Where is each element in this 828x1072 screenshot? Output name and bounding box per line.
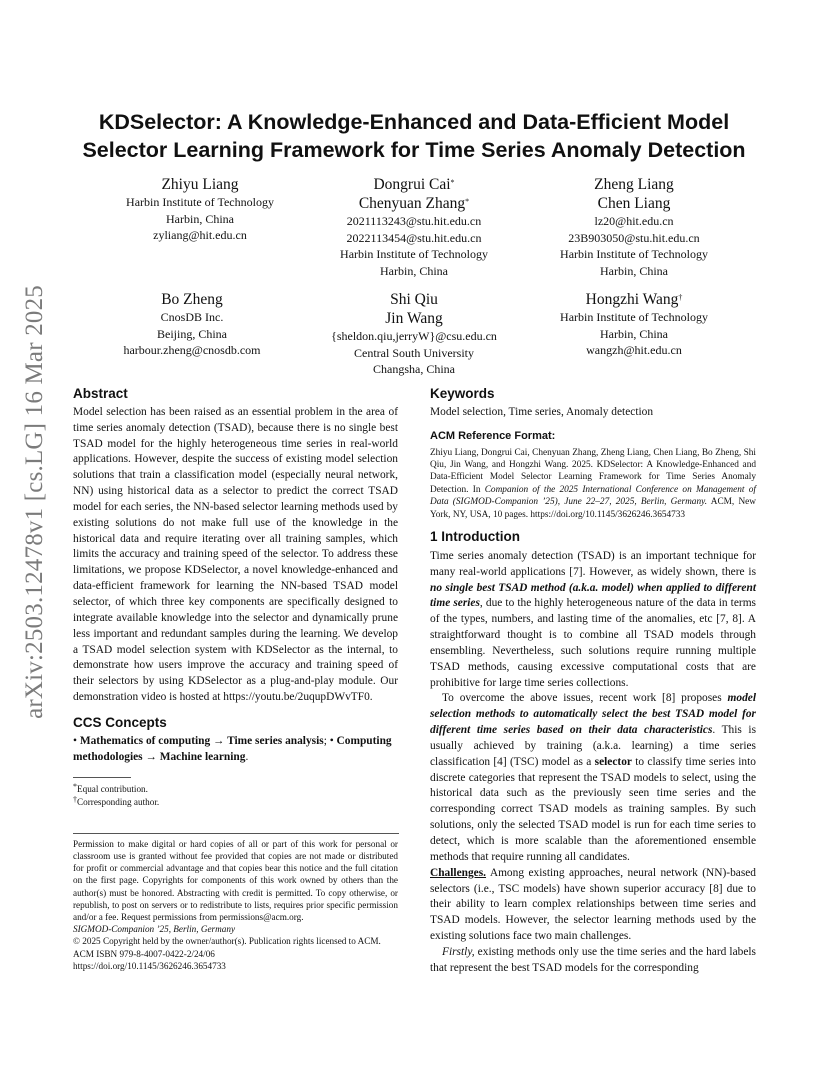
- author-name: Shi Qiu: [390, 291, 438, 308]
- title-line-2: Selector Learning Framework for Time Series Anomaly Detection: [82, 138, 746, 162]
- author-name-hongzhi: Hongzhi Wang†: [585, 291, 683, 308]
- intro-paragraph-1: Time series anomaly detection (TSAD) is an important technique for many real-world applications [7]. However, as widely shown, there is no single best TSAD method (a.k.a. model) when applied to different time series, due to the highly heterogeneous nature of the data in terms of the types, numbers, and lasting time of the anomalies, etc [7, 8]. A straightforward thought is to combine all TSAD models through ensembling. Nevertheless, such solutions require running multiple TSAD methods, causing excessive computational costs that are prohibitive for large time series collections.: [430, 549, 756, 689]
- keywords-text: Model selection, Time series, Anomaly detection: [430, 405, 654, 418]
- challenges-label: Challenges.: [430, 866, 487, 879]
- ccs-term: Machine learning: [159, 750, 246, 763]
- acm-ref-text: Zhiyu Liang, Dongrui Cai, Chenyuan Zhang, Zheng Liang, Chen Liang, Bo Zheng, Shi Qiu, Jin Wang, and Hongzhi Wang. 2025. KDSelector: A Knowledge-Enhanced and Data-Efficient Model Selector Learning Framework for Time Series Anomaly Detection. In Companion of the 2025 International Conference on Management of Data (SIGMOD-Companion ’25), June 22–27, 2025, Berlin, Germany. ACM, New York, NY, USA, 10 pages. https://doi.org/10.1145/3626246.3654733: [430, 447, 756, 520]
- author-block-hongzhi-wang: [524, 290, 744, 359]
- permission-block: [73, 838, 398, 972]
- abstract-heading: Abstract: [73, 386, 128, 401]
- permission-text: Permission to make digital or hard copies of all or part of this work for personal or classroom use is granted without fee provided that copies are not made or distributed for profit or commercial advantage and that copies bear this notice and the full citation on the first page. Copyrights for components of this work owned by others than the author(s) must be honored. Abstracting with credit is permitted. To copy otherwise, or republish, to post on servers or to redistribute to lists, requires prior specific permission and/or a fee. Request permissions from permissions@acm.org.: [73, 838, 398, 923]
- author-affiliation: Central South University: [354, 345, 474, 360]
- left-column: [73, 386, 398, 972]
- author-email: 23B903050@stu.hit.edu.cn: [568, 230, 700, 245]
- permission-copyright: © 2025 Copyright held by the owner/author(s). Publication rights licensed to ACM.: [73, 936, 381, 947]
- author-email: zyliang@hit.edu.cn: [153, 228, 247, 242]
- author-block-qiu-wang: [304, 290, 524, 378]
- ccs-heading: CCS Concepts: [73, 714, 167, 730]
- author-location: Harbin, China: [166, 211, 234, 226]
- abstract-text: Model selection has been raised as an essential problem in the area of time series anomaly detection (TSAD), because there is no single best TSAD model for the highly heterogeneous time series in real-world applications. However, despite the success of existing model selection solutions that train a classification model (especially neural network, NN) using historical data as a selector to predict the correct TSAD model for each series, the NN-based selector learning methods used by existing solutions do not make full use of the knowledge in the historical data and require iterating over all training samples, which limits the accuracy and training speed of the selector. To address these limitations, we propose KDSelector, a novel knowledge-enhanced and data-efficient framework for learning the NN-based TSAD model selector, of which three key components are specifically designed to integrate available knowledge into the selector and dynamically prune less important and redundant samples during the learning. We develop a TSAD model selection system with KDSelector as the internal, to demonstrate how users improve the accuracy and training speed of their selectors by using KDSelector as a plug-and-play module. Our demonstration video is hosted at https://youtu.be/2uqupDWvTF0.: [73, 405, 398, 704]
- intro-paragraph-4: Firstly, existing methods only use the time series and the hard labels that represent the best TSAD models for the corresponding: [430, 945, 756, 974]
- ccs-term: Computing methodologies: [73, 734, 392, 763]
- equal-contribution-mark: *: [465, 197, 470, 206]
- footnotes: [73, 783, 398, 807]
- intro-paragraph-2: To overcome the above issues, recent work [8] proposes model selection methods to automatically select the best TSAD model for different time series based on their data characteristics. This is usually achieved by training (a.k.a. learning) a time series classification [4] (TSC) model as a selector to classify time series into discrete categories that represent the TSAD models to select, using the historical data such as the previously seen time series and the corresponding correct TSAD models as training samples. By such solutions, only the selected TSAD model is run for each time series to detect, which is more scalable than the aforementioned ensemble methods that require running all candidates.: [430, 692, 757, 863]
- permission-venue: SIGMOD-Companion ’25, Berlin, Germany: [73, 924, 236, 935]
- author-affiliation: Harbin Institute of Technology: [560, 310, 708, 324]
- ccs-term: Time series analysis: [227, 734, 324, 747]
- footnote-rule: [73, 777, 131, 778]
- author-name: Zhiyu Liang: [161, 176, 239, 193]
- title-line-1: KDSelector: A Knowledge-Enhanced and Data-Efficient Model: [98, 110, 730, 134]
- author-block-bo-zheng: [82, 290, 302, 359]
- footnote-corresponding-author: †Corresponding author.: [73, 794, 160, 807]
- author-affiliation: CnosDB Inc.: [160, 310, 224, 324]
- arxiv-stamp: arXiv:2503.12478v1 [cs.LG] 16 Mar 2025: [21, 285, 48, 719]
- permission-rule: [73, 833, 399, 834]
- paper-title: [72, 108, 756, 164]
- author-email: harbour.zheng@cnosdb.com: [123, 343, 261, 357]
- permission-doi: https://doi.org/10.1145/3626246.3654733: [73, 960, 226, 971]
- keywords-heading: Keywords: [430, 386, 495, 401]
- author-name-cai: Dongrui Cai*: [373, 176, 455, 193]
- ccs-term: Mathematics of computing: [79, 734, 211, 747]
- author-name: Chen Liang: [597, 195, 671, 212]
- acm-ref-heading: ACM Reference Format:: [430, 429, 556, 442]
- author-location: Beijing, China: [157, 326, 227, 341]
- author-location: Harbin, China: [600, 263, 668, 278]
- author-block-liang-liang: [524, 175, 744, 279]
- author-location: Harbin, China: [380, 263, 448, 278]
- footnote-equal-contribution: *Equal contribution.: [73, 782, 148, 795]
- author-name-zhang: Chenyuan Zhang*: [358, 195, 470, 212]
- ccs-concepts: • Mathematics of computing → Time series analysis; • Computing methodologies → Machine learning.: [73, 734, 392, 763]
- author-location: Harbin, China: [600, 326, 668, 341]
- equal-contribution-mark: *: [450, 178, 455, 187]
- author-name: Jin Wang: [385, 310, 443, 327]
- author-affiliation: Harbin Institute of Technology: [560, 247, 708, 261]
- introduction-heading: 1 Introduction: [430, 528, 520, 544]
- corresponding-author-mark: †: [678, 293, 683, 302]
- author-block-cai-zhang: [304, 175, 524, 279]
- intro-paragraph-3: Challenges. Among existing approaches, neural network (NN)-based selectors (i.e., TSC models) have shown superior accuracy [8] due to their ability to learn complex relationships between time series and TSAD models. However, the selector learning methods used by the existing solutions face two main challenges.: [430, 866, 756, 943]
- author-email: wangzh@hit.edu.cn: [586, 343, 682, 357]
- author-email: lz20@hit.edu.cn: [594, 214, 674, 228]
- author-affiliation: Harbin Institute of Technology: [340, 247, 488, 261]
- right-column: [430, 386, 756, 977]
- author-affiliation: Harbin Institute of Technology: [126, 195, 274, 209]
- author-name: Bo Zheng: [161, 291, 223, 308]
- author-block-zhiyu-liang: [90, 175, 310, 244]
- author-email: {sheldon.qiu,jerryW}@csu.edu.cn: [331, 329, 497, 343]
- author-email: 2021113243@stu.hit.edu.cn: [346, 214, 482, 228]
- author-location: Changsha, China: [373, 362, 455, 376]
- permission-isbn: ACM ISBN 979-8-4007-0422-2/24/06: [73, 948, 215, 959]
- author-email: 2022113454@stu.hit.edu.cn: [346, 230, 482, 245]
- author-name: Zheng Liang: [594, 176, 674, 193]
